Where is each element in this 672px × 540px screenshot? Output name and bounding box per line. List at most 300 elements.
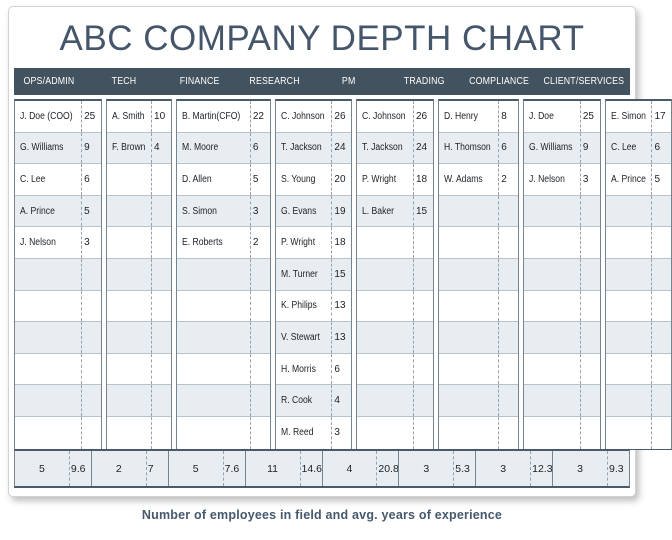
employee-name-cell	[606, 385, 652, 416]
employee-years-cell	[151, 259, 171, 290]
employee-name-cell	[177, 385, 250, 416]
table-row	[606, 164, 672, 196]
employee-years-cell	[651, 196, 671, 227]
table-row	[15, 417, 101, 449]
table-row	[107, 259, 171, 291]
table-row	[107, 417, 171, 449]
employee-years-cell: 3	[580, 164, 600, 195]
employee-name-cell	[107, 354, 151, 385]
employee-name-cell	[439, 322, 498, 353]
employee-years-cell	[250, 322, 270, 353]
employee-name-cell	[524, 385, 580, 416]
employee-years-cell	[413, 227, 433, 258]
table-row	[606, 291, 672, 323]
employee-name-cell	[606, 291, 652, 322]
table-row	[276, 291, 352, 323]
employee-name-cell	[107, 164, 151, 195]
table-row	[276, 227, 352, 259]
employee-years-cell: 9	[580, 133, 600, 164]
table-row	[524, 196, 600, 228]
employee-name-cell: H. Thomson	[444, 142, 491, 154]
employee-years-cell: 25	[580, 101, 600, 132]
table-row	[439, 291, 518, 323]
employee-name-cell: D. Allen	[182, 173, 212, 185]
table-row	[357, 417, 433, 449]
employee-name-cell: P. Wright	[362, 173, 397, 185]
table-row	[177, 417, 270, 449]
table-row	[276, 385, 352, 417]
table-row	[107, 164, 171, 196]
summary-group-1	[91, 451, 168, 486]
employee-name-cell	[177, 259, 250, 290]
department-header-band	[14, 68, 630, 95]
table-row	[107, 227, 171, 259]
table-row	[107, 196, 171, 228]
employee-name-cell	[439, 354, 498, 385]
employee-name-cell	[15, 291, 81, 322]
employee-years-cell: 2	[250, 227, 270, 258]
employee-years-cell: 24	[331, 133, 351, 164]
employee-years-cell	[250, 385, 270, 416]
employee-name-cell: W. Adams	[444, 173, 483, 185]
employee-name-cell: F. Brown	[112, 142, 146, 154]
employee-name-cell: C. Lee	[20, 173, 46, 185]
employee-years-cell: 26	[413, 101, 433, 132]
employee-years-cell	[580, 259, 600, 290]
table-row	[276, 133, 352, 165]
summary-avg-cell: 20.8	[376, 451, 398, 486]
employee-name-cell	[357, 259, 413, 290]
employee-years-cell	[151, 196, 171, 227]
employee-name-cell	[107, 196, 151, 227]
employee-years-cell	[580, 227, 600, 258]
summary-group-5	[398, 451, 475, 486]
employee-years-cell	[498, 227, 518, 258]
employee-name-cell: K. Philips	[280, 300, 317, 312]
employee-name-cell	[439, 227, 498, 258]
table-row	[439, 227, 518, 259]
column-header-4: PM	[342, 76, 356, 87]
employee-name-cell	[357, 322, 413, 353]
employee-name-cell	[107, 291, 151, 322]
employee-name-cell	[357, 354, 413, 385]
column-header-2: FINANCE	[179, 76, 220, 87]
table-row	[15, 133, 101, 165]
summary-row	[14, 449, 630, 488]
employee-name-cell	[15, 417, 81, 449]
employee-years-cell	[151, 291, 171, 322]
employee-years-cell	[413, 417, 433, 449]
employee-name-cell: C. Lee	[610, 142, 637, 154]
employee-years-cell: 5	[250, 164, 270, 195]
summary-count-cell: 5	[192, 462, 199, 475]
employee-name-cell	[107, 385, 151, 416]
table-row	[439, 259, 518, 291]
employee-name-cell: V. Stewart	[280, 331, 320, 343]
employee-years-cell: 3	[250, 196, 270, 227]
employee-name-cell	[524, 227, 580, 258]
table-row	[15, 322, 101, 354]
employee-years-cell	[81, 291, 101, 322]
table-row	[357, 164, 433, 196]
employee-name-cell: M. Turner	[280, 268, 318, 280]
employee-years-cell: 26	[331, 101, 351, 132]
employee-name-cell: J. Doe	[529, 110, 555, 122]
summary-avg-cell: 9.3	[607, 451, 629, 486]
table-row	[439, 417, 518, 449]
department-block-3	[275, 99, 353, 450]
employee-years-cell: 24	[413, 133, 433, 164]
employee-name-cell: A. Smith	[112, 110, 145, 122]
summary-avg-cell: 7.6	[223, 451, 245, 486]
employee-name-cell	[177, 291, 250, 322]
employee-years-cell: 13	[331, 291, 351, 322]
summary-group-6	[475, 451, 552, 486]
employee-years-cell: 25	[81, 101, 101, 132]
employee-years-cell: 18	[413, 164, 433, 195]
table-row	[15, 101, 101, 133]
employee-name-cell	[606, 227, 652, 258]
table-row	[177, 322, 270, 354]
employee-name-cell: E. Roberts	[182, 237, 223, 249]
employee-name-cell: E. Simon	[610, 110, 646, 122]
chart-caption: Number of employees in field and avg. years of experience	[141, 508, 503, 522]
employee-years-cell: 3	[331, 417, 351, 449]
employee-name-cell: T. Jackson	[362, 142, 404, 154]
employee-years-cell	[651, 291, 671, 322]
employee-name-cell	[606, 354, 652, 385]
employee-name-cell: T. Jackson	[280, 142, 322, 154]
employee-years-cell: 19	[331, 196, 351, 227]
table-row	[107, 133, 171, 165]
employee-years-cell	[580, 354, 600, 385]
employee-years-cell	[651, 354, 671, 385]
employee-name-cell: G. Williams	[20, 142, 64, 154]
employee-name-cell: J. Nelson	[529, 173, 566, 185]
table-row	[439, 322, 518, 354]
table-row	[15, 196, 101, 228]
employee-name-cell: G. Williams	[529, 142, 573, 154]
employee-name-cell	[606, 322, 652, 353]
employee-name-cell: P. Wright	[280, 237, 315, 249]
employee-years-cell	[580, 417, 600, 449]
employee-name-cell: J. Nelson	[20, 237, 56, 249]
summary-count-cell: 2	[115, 462, 122, 475]
table-row	[15, 385, 101, 417]
table-row	[606, 259, 672, 291]
employee-years-cell: 5	[81, 196, 101, 227]
column-header-1: TECH	[111, 76, 137, 87]
table-row	[524, 259, 600, 291]
summary-count-cell: 3	[500, 462, 507, 475]
employee-name-cell	[15, 322, 81, 353]
employee-years-cell	[498, 322, 518, 353]
employee-name-cell	[524, 196, 580, 227]
employee-years-cell	[81, 385, 101, 416]
table-row	[177, 133, 270, 165]
employee-years-cell	[81, 354, 101, 385]
column-header-5: TRADING	[403, 76, 445, 87]
department-block-1	[106, 99, 172, 450]
department-block-5	[438, 99, 519, 450]
table-row	[357, 322, 433, 354]
table-row	[177, 385, 270, 417]
table-row	[606, 354, 672, 386]
table-row	[357, 291, 433, 323]
employee-name-cell	[439, 259, 498, 290]
employee-years-cell: 15	[331, 259, 351, 290]
table-row	[15, 259, 101, 291]
employee-name-cell	[177, 354, 250, 385]
table-row	[606, 385, 672, 417]
table-row	[606, 101, 672, 133]
table-row	[276, 354, 352, 386]
employee-name-cell: L. Baker	[362, 205, 395, 217]
table-row	[107, 291, 171, 323]
employee-name-cell	[15, 354, 81, 385]
table-row	[177, 227, 270, 259]
employee-years-cell	[151, 385, 171, 416]
employee-name-cell: A. Prince	[610, 173, 646, 185]
table-row	[357, 227, 433, 259]
department-block-4	[356, 99, 434, 450]
column-header-0: OPS/ADMIN	[23, 76, 75, 87]
table-row	[276, 322, 352, 354]
department-block-0	[14, 99, 102, 450]
employee-years-cell	[81, 417, 101, 449]
employee-years-cell: 6	[651, 133, 671, 164]
employee-years-cell: 20	[331, 164, 351, 195]
table-row	[357, 259, 433, 291]
table-row	[524, 133, 600, 165]
table-row	[524, 101, 600, 133]
table-row	[15, 164, 101, 196]
table-row	[177, 291, 270, 323]
employee-years-cell: 6	[331, 354, 351, 385]
summary-avg-cell: 7	[146, 451, 168, 486]
employee-years-cell: 6	[250, 133, 270, 164]
employee-years-cell: 15	[413, 196, 433, 227]
summary-count-cell: 4	[346, 462, 353, 475]
depth-chart-body	[14, 99, 666, 450]
table-row	[107, 322, 171, 354]
employee-name-cell: D. Henry	[444, 110, 478, 122]
employee-years-cell: 4	[331, 385, 351, 416]
employee-name-cell	[177, 417, 250, 449]
employee-years-cell: 22	[250, 101, 270, 132]
employee-name-cell: A. Prince	[20, 205, 55, 217]
employee-name-cell: M. Moore	[182, 142, 219, 154]
summary-avg-cell: 14.6	[300, 451, 322, 486]
summary-avg-cell: 5.3	[453, 451, 475, 486]
table-row	[524, 164, 600, 196]
employee-years-cell: 17	[651, 101, 671, 132]
employee-name-cell	[107, 259, 151, 290]
employee-name-cell	[107, 417, 151, 449]
employee-name-cell: H. Morris	[280, 363, 316, 375]
employee-years-cell	[498, 385, 518, 416]
table-row	[606, 196, 672, 228]
table-row	[177, 259, 270, 291]
table-row	[357, 133, 433, 165]
employee-years-cell	[651, 385, 671, 416]
employee-years-cell: 2	[498, 164, 518, 195]
table-row	[524, 227, 600, 259]
table-row	[524, 322, 600, 354]
table-row	[439, 133, 518, 165]
employee-years-cell	[413, 259, 433, 290]
employee-years-cell: 9	[81, 133, 101, 164]
employee-name-cell: M. Reed	[280, 427, 314, 439]
employee-name-cell	[439, 291, 498, 322]
employee-years-cell	[151, 417, 171, 449]
table-row	[606, 133, 672, 165]
employee-years-cell	[580, 322, 600, 353]
employee-years-cell: 6	[498, 133, 518, 164]
employee-years-cell	[580, 196, 600, 227]
employee-years-cell: 3	[81, 227, 101, 258]
table-row	[177, 354, 270, 386]
employee-name-cell: C. Johnson	[280, 110, 325, 122]
employee-name-cell	[524, 259, 580, 290]
employee-name-cell	[606, 196, 652, 227]
employee-years-cell	[580, 291, 600, 322]
employee-name-cell: J. Doe (COO)	[20, 110, 73, 122]
table-row	[524, 354, 600, 386]
summary-count-cell: 3	[577, 462, 583, 475]
employee-years-cell	[498, 259, 518, 290]
table-row	[276, 196, 352, 228]
table-row	[357, 385, 433, 417]
employee-name-cell	[357, 227, 413, 258]
summary-group-2	[168, 451, 245, 486]
table-row	[524, 417, 600, 449]
employee-name-cell	[107, 227, 151, 258]
employee-name-cell: C. Johnson	[362, 110, 406, 122]
table-row	[15, 354, 101, 386]
employee-years-cell	[651, 259, 671, 290]
depth-chart-card	[8, 6, 666, 497]
table-row	[439, 354, 518, 386]
employee-years-cell	[413, 385, 433, 416]
chart-title: ABC COMPANY DEPTH CHART	[59, 19, 585, 58]
employee-years-cell	[498, 291, 518, 322]
employee-name-cell	[439, 417, 498, 449]
department-block-6	[523, 99, 601, 450]
employee-name-cell	[15, 259, 81, 290]
table-row	[439, 101, 518, 133]
table-row	[439, 164, 518, 196]
employee-years-cell	[250, 354, 270, 385]
employee-name-cell	[439, 196, 498, 227]
employee-years-cell	[151, 164, 171, 195]
department-block-7	[605, 99, 672, 450]
summary-count-cell: 3	[423, 462, 430, 475]
department-block-2	[176, 99, 271, 450]
employee-name-cell	[524, 291, 580, 322]
employee-name-cell: G. Evans	[280, 205, 317, 217]
employee-years-cell	[498, 354, 518, 385]
summary-group-0	[15, 451, 91, 486]
table-row	[439, 196, 518, 228]
table-row	[15, 291, 101, 323]
employee-years-cell	[151, 354, 171, 385]
employee-years-cell: 5	[651, 164, 671, 195]
summary-count-cell: 11	[267, 462, 279, 475]
employee-name-cell: S. Simon	[182, 205, 217, 217]
employee-years-cell	[413, 291, 433, 322]
employee-name-cell	[107, 322, 151, 353]
employee-years-cell	[651, 322, 671, 353]
employee-name-cell: S. Young	[280, 173, 316, 185]
employee-years-cell	[413, 322, 433, 353]
employee-name-cell	[606, 417, 652, 449]
table-row	[107, 101, 171, 133]
employee-years-cell	[81, 259, 101, 290]
employee-years-cell	[651, 417, 671, 449]
table-row	[439, 385, 518, 417]
employee-name-cell	[606, 259, 652, 290]
employee-years-cell: 10	[151, 101, 171, 132]
summary-avg-cell: 9.6	[69, 451, 91, 486]
employee-name-cell	[524, 417, 580, 449]
employee-years-cell	[250, 291, 270, 322]
employee-years-cell	[81, 322, 101, 353]
summary-group-4	[322, 451, 399, 486]
table-row	[357, 101, 433, 133]
table-row	[107, 354, 171, 386]
employee-years-cell: 8	[498, 101, 518, 132]
employee-name-cell	[439, 385, 498, 416]
table-row	[524, 291, 600, 323]
employee-name-cell	[15, 385, 81, 416]
table-row	[107, 385, 171, 417]
table-row	[276, 164, 352, 196]
employee-years-cell	[250, 417, 270, 449]
table-row	[606, 322, 672, 354]
summary-group-3	[245, 451, 322, 486]
employee-years-cell	[413, 354, 433, 385]
employee-years-cell	[151, 322, 171, 353]
employee-name-cell: B. Martin(CFO)	[182, 110, 241, 122]
table-row	[276, 101, 352, 133]
employee-name-cell	[177, 322, 250, 353]
employee-years-cell: 6	[81, 164, 101, 195]
table-row	[177, 164, 270, 196]
employee-years-cell: 18	[331, 227, 351, 258]
employee-years-cell	[498, 417, 518, 449]
column-header-3: RESEARCH	[248, 76, 300, 87]
employee-name-cell	[357, 417, 413, 449]
summary-count-cell: 5	[39, 462, 45, 475]
table-row	[357, 354, 433, 386]
employee-years-cell	[250, 259, 270, 290]
employee-name-cell	[357, 385, 413, 416]
employee-name-cell	[524, 322, 580, 353]
employee-years-cell	[498, 196, 518, 227]
table-row	[177, 101, 270, 133]
employee-name-cell	[524, 354, 580, 385]
column-header-6: COMPLIANCE	[468, 76, 529, 87]
employee-years-cell	[151, 227, 171, 258]
employee-years-cell	[651, 227, 671, 258]
table-row	[606, 227, 672, 259]
employee-years-cell: 4	[151, 133, 171, 164]
table-row	[524, 385, 600, 417]
employee-name-cell	[357, 291, 413, 322]
table-row	[15, 227, 101, 259]
table-row	[357, 196, 433, 228]
